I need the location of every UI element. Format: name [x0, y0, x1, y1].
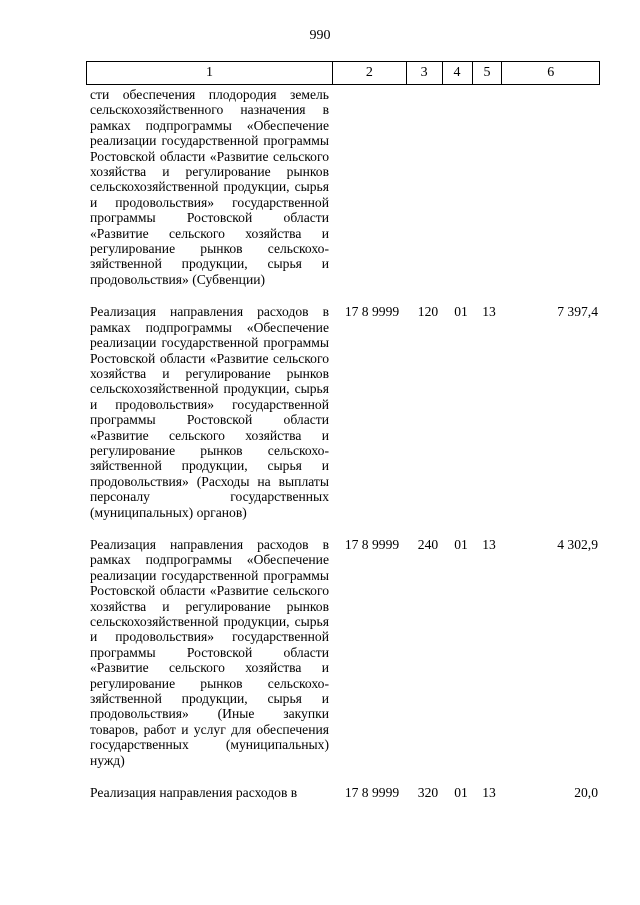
- row-description: Реализация направления расходов в рамках подпрограммы «Обеспечение реализации государственной программы Ростовской области «Развитие сельского хозяйства и регулирование рынков сельскохозяйственной продукции, сырья и продовольствия» государственной программы Ростовской области «Развитие сельского хозяйства и регулирование рынков сельскохозяйственной продукции, сырья и продовольствия» (Расходы на выплаты персоналу государственных (муниципальных) органов): [90, 304, 329, 520]
- header-col-3: 3: [407, 62, 443, 84]
- table-body: [86, 87, 600, 800]
- table-row: [86, 537, 600, 768]
- row-description: Реализация направления расходов в: [90, 785, 298, 801]
- header-col-1: 1: [87, 62, 333, 84]
- header-col-5: 5: [473, 62, 503, 84]
- row-expense-type: 120: [417, 304, 439, 320]
- row-target-code: 17 8 9999: [344, 304, 400, 320]
- row-expense-type: 320: [417, 785, 439, 801]
- row-subsection: 13: [482, 785, 496, 801]
- row-section: 01: [454, 785, 468, 801]
- row-target-code: 17 8 9999: [344, 536, 400, 552]
- row-section: 01: [454, 536, 468, 552]
- table-row: [86, 304, 600, 520]
- header-col-2: 2: [333, 62, 407, 84]
- page-number: 990: [309, 28, 331, 43]
- header-col-6: 6: [547, 65, 555, 80]
- row-subsection: 13: [482, 304, 496, 320]
- row-section: 01: [454, 304, 468, 320]
- row-target-code: 17 8 9999: [344, 785, 400, 801]
- row-subsection: 13: [482, 536, 496, 552]
- row-amount: 20,0: [574, 785, 598, 801]
- table-row: [86, 785, 600, 800]
- row-amount: 4 302,9: [557, 536, 598, 552]
- row-description: сти обеспечения плодородия земель сельскохозяйственного назначения в рамках подпрограммы «Обеспечение реализации государственной программы Ростовской области «Развитие сельского хозяйства и регулирование рынков сельскохозяйственной продукции, сырья и продовольствия» государственной программы Ростовской области «Развитие сельского хозяйства и регулирование рынков сельскохозяйственной продукции, сырья и продовольствия» (Субвенции): [90, 87, 329, 287]
- header-col-4: 4: [443, 62, 473, 84]
- table-header: [86, 61, 600, 85]
- row-expense-type: 240: [417, 536, 439, 552]
- row-amount: 7 397,4: [557, 304, 598, 320]
- row-description: Реализация направления расходов в рамках подпрограммы «Обеспечение реализации государственной программы Ростовской области «Развитие сельского хозяйства и регулирование рынков сельскохозяйственной продукции, сырья и продовольствия» государственной программы Ростовской области «Развитие сельского хозяйства и регулирование рынков сельскохозяйственной продукции, сырья и продовольствия» (Иные закупки товаров, работ и услуг для обеспечения государственных (муниципальных) нужд): [90, 536, 329, 768]
- table-row: [86, 87, 600, 287]
